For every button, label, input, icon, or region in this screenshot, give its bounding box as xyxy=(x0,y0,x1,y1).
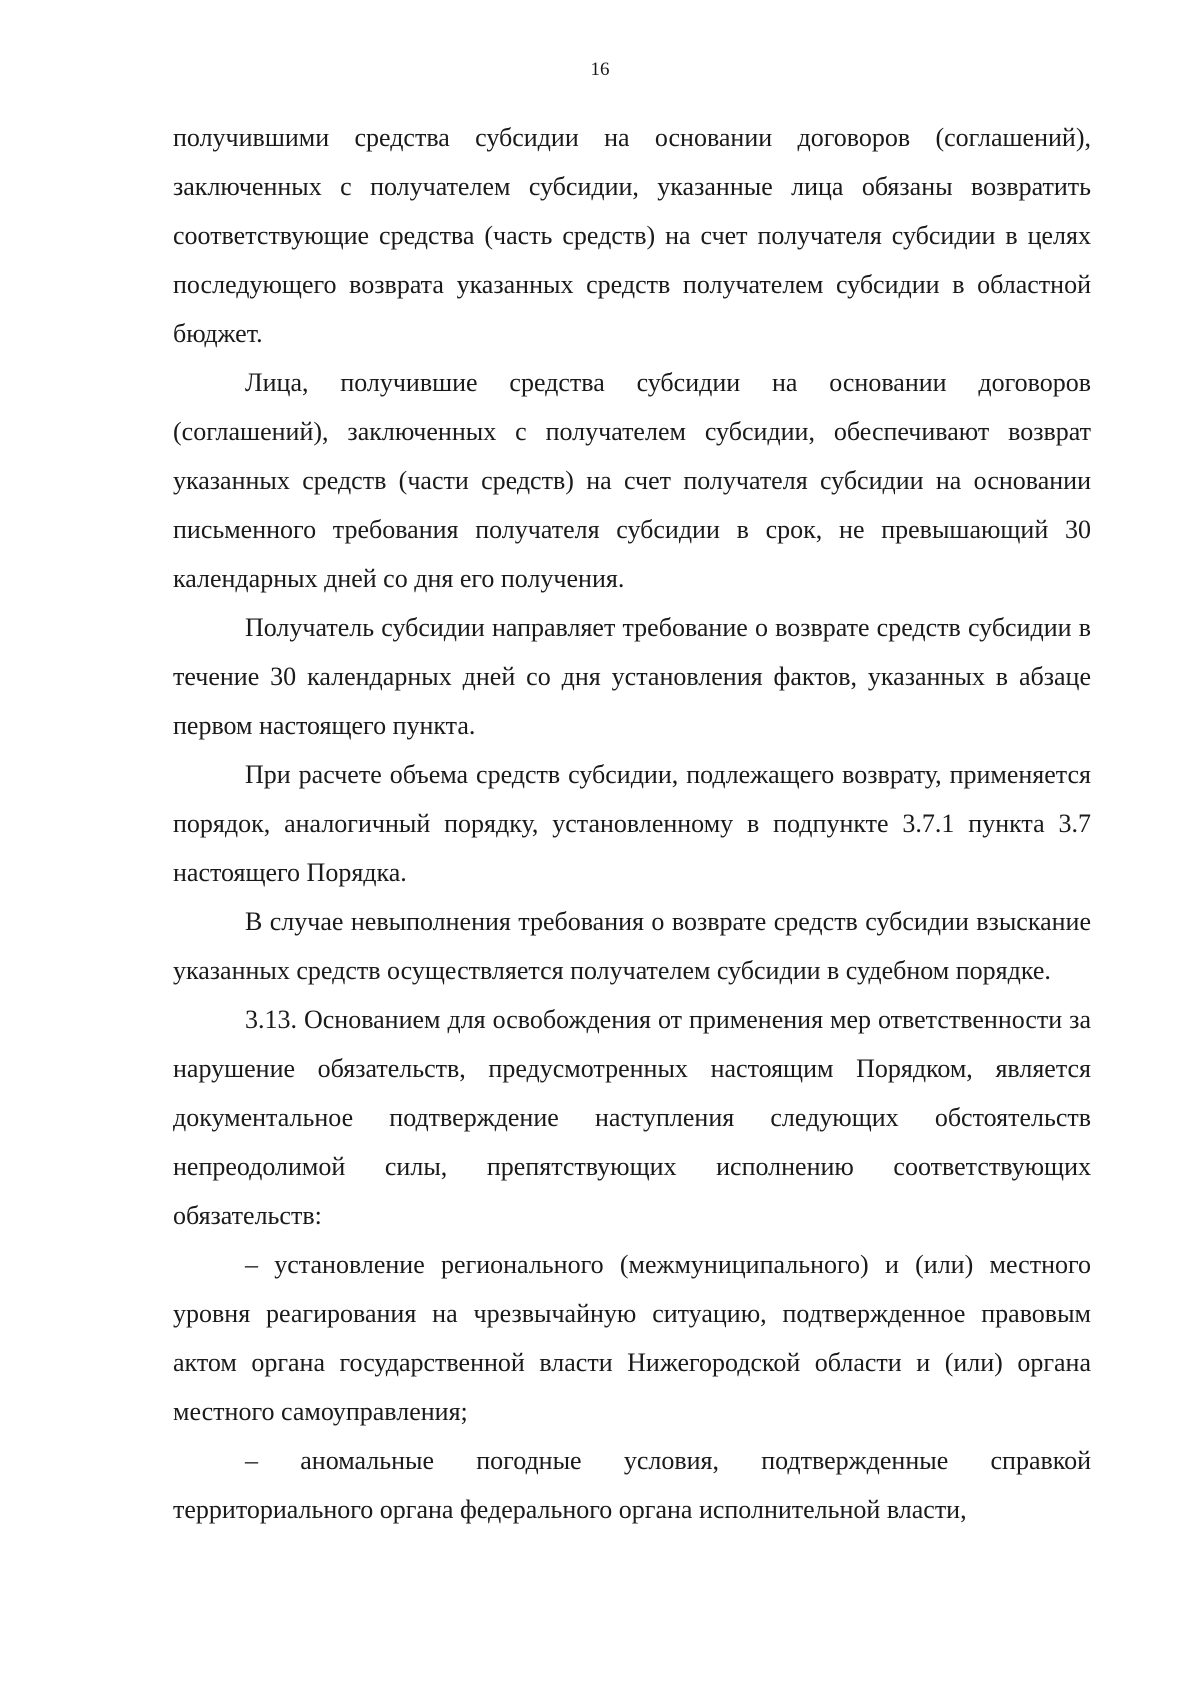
list-item-emergency-response: – установление регионального (межмуниципального) и (или) местного уровня реагирования на чрезвычайную ситуацию, подтвержденное правовым актом органа государственной власти Нижегородской области и (или) органа местного самоуправления; xyxy=(173,1250,1091,1426)
paragraph-2: Лица, получившие средства субсидии на основании договоров (соглашений), заключенных с получателем субсидии, обеспечивают возврат указанных средств (части средств) на счет получателя субсидии на основании письменного требования получателя субсидии в срок, не превышающий 30 календарных дней со дня его получения. xyxy=(173,368,1091,593)
document-body xyxy=(173,113,1091,1534)
paragraph-1: получившими средства субсидии на основании договоров (соглашений), заключенных с получателем субсидии, указанные лица обязаны возвратить соответствующие средства (часть средств) на счет получателя субсидии в целях последующего возврата указанных средств получателем субсидии в областной бюджет. xyxy=(173,123,1091,348)
page-number: 16 xyxy=(590,59,610,80)
paragraph-section-3-13: 3.13. Основанием для освобождения от применения мер ответственности за нарушение обязательств, предусмотренных настоящим Порядком, является документальное подтверждение наступления следующих обстоятельств непреодолимой силы, препятствующих исполнению соответствующих обязательств: xyxy=(173,1005,1091,1230)
paragraph-3: Получатель субсидии направляет требование о возврате средств субсидии в течение 30 календарных дней со дня установления фактов, указанных в абзаце первом настоящего пункта. xyxy=(173,613,1091,740)
paragraph-5: В случае невыполнения требования о возврате средств субсидии взыскание указанных средств осуществляется получателем субсидии в судебном порядке. xyxy=(173,907,1091,985)
list-item-abnormal-weather: – аномальные погодные условия, подтвержденные справкой территориального органа федерального органа исполнительной власти, xyxy=(173,1446,1091,1524)
paragraph-4: При расчете объема средств субсидии, подлежащего возврату, применяется порядок, аналогичный порядку, установленному в подпункте 3.7.1 пункта 3.7 настоящего Порядка. xyxy=(173,760,1091,887)
